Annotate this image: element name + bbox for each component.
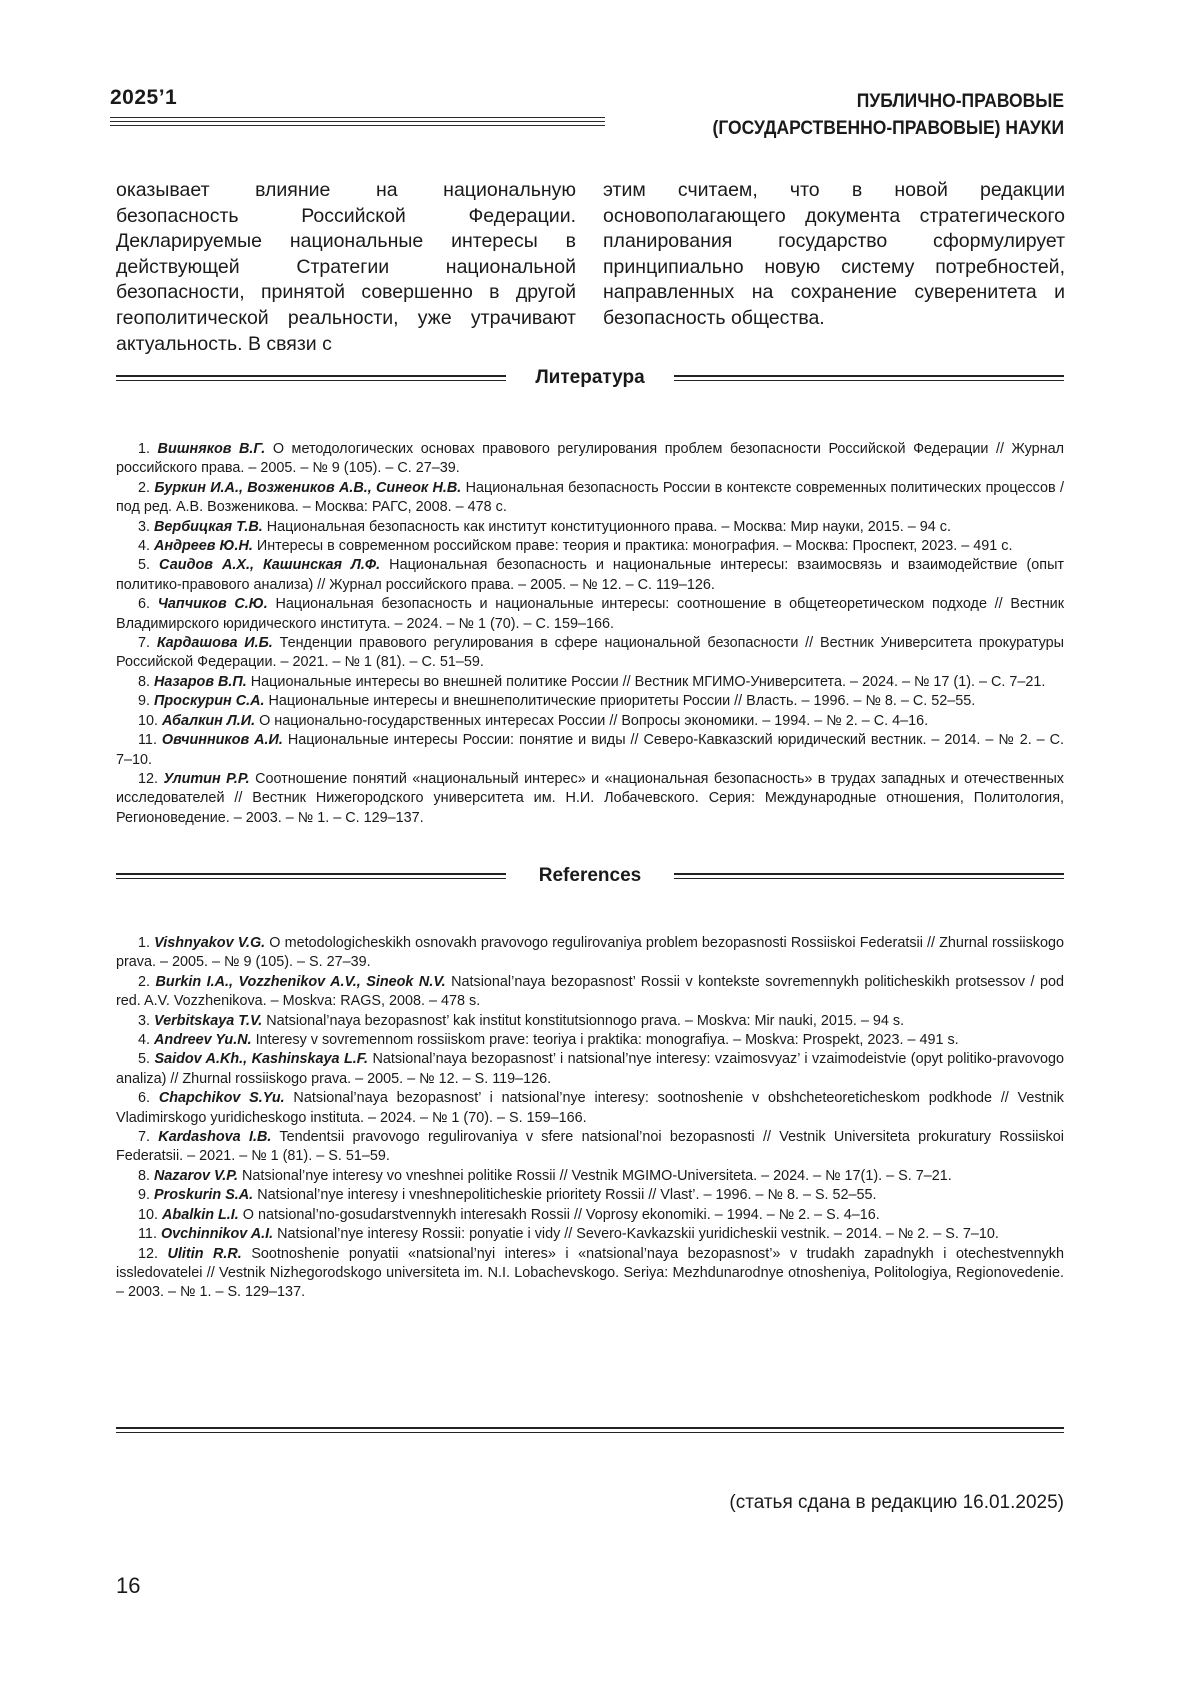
reference-text: Interesy v sovremennom rossiiskom prave: teoriya i praktika: monografiya. – Moskva: Prospekt, 2023. – 491 s. <box>255 1032 959 1049</box>
reference-item <box>116 595 1064 634</box>
reference-item <box>116 1167 1064 1186</box>
reference-number: 11. <box>138 732 157 749</box>
end-of-article-rule <box>116 1427 1064 1436</box>
section-title-line-1: ПУБЛИЧНО-ПРАВОВЫЕ <box>856 91 1064 112</box>
references-list <box>116 934 1064 1303</box>
reference-author: Ovchinnikov A.I. <box>160 1226 274 1243</box>
reference-number: 2. <box>138 479 151 496</box>
reference-text: Национальные интересы и внешнеполитические приоритеты России // Власть. – 1996. – № 8. – С. 52–55. <box>268 693 976 710</box>
reference-item <box>116 1245 1064 1303</box>
page-number: 16 <box>116 1573 141 1598</box>
reference-author: Nazarov V.P. <box>154 1167 239 1184</box>
reference-number: 6. <box>138 596 151 613</box>
reference-author: Vishnyakov V.G. <box>154 935 266 951</box>
reference-text: Natsional’naya bezopasnost’ i natsional’nye interesy: sootnoshenie v obshcheteoreticheskom podkhode // Vestnik Vladimirskogo yuridicheskogo instituta. – 2024. – № 1 (70). – S. 159–166. <box>116 1090 1064 1126</box>
reference-item <box>116 1225 1064 1244</box>
reference-text: Национальная безопасность и национальные интересы: соотношение в общетеоретическом подходе // Вестник Владимирского юридического института. – 2024. – № 1 (70). – С. 159–166. <box>116 596 1065 632</box>
reference-author: Вербицкая Т.В. <box>154 518 263 535</box>
literature-heading-title: Литература <box>535 367 645 388</box>
reference-text: Natsional’nye interesy vo vneshnei politike Rossii // Vestnik MGIMO-Universiteta. – 2024. – № 17(1). – S. 7–21. <box>242 1167 952 1184</box>
reference-number: 7. <box>138 1129 151 1146</box>
header-rule <box>110 117 605 129</box>
reference-number: 9. <box>138 1187 151 1204</box>
reference-item <box>116 731 1064 770</box>
reference-number: 3. <box>138 1012 151 1029</box>
reference-number: 12. <box>138 770 159 787</box>
section-title-line-2: (ГОСУДАРСТВЕННО-ПРАВОВЫЕ) НАУКИ <box>712 118 1064 139</box>
reference-number: 4. <box>138 538 151 555</box>
reference-number: 4. <box>138 1032 151 1049</box>
reference-number: 5. <box>138 557 151 574</box>
reference-author: Verbitskaya T.V. <box>154 1012 263 1029</box>
reference-item <box>116 634 1064 673</box>
heading-rule-right <box>674 873 1064 882</box>
reference-text: Natsional’nye interesy i vneshnepoliticheskie prioritety Rossii // Vlast’. – 1996. – № 8. – S. 52–55. <box>257 1187 877 1204</box>
reference-author: Abalkin L.I. <box>162 1206 239 1223</box>
reference-text: Соотношение понятий «национальный интерес» и «национальная безопасность» в трудах западных и отечественных исследователей // Вестник Нижегородского университета им. Н.И. Лобачевского. Серия: Международные отношения, Политология, Регионоведение. – 2003. – № 1. – С. 129–137. <box>116 770 1064 826</box>
literature-heading <box>116 367 1064 391</box>
reference-author: Буркин И.А., Возжеников А.В., Синеок Н.В. <box>154 479 462 496</box>
reference-author: Назаров В.П. <box>154 673 247 690</box>
reference-item <box>116 1206 1064 1225</box>
reference-author: Чапчиков С.Ю. <box>157 596 268 613</box>
reference-author: Саидов А.Х., Кашинская Л.Ф. <box>159 557 381 574</box>
issue-label: 2025’1 <box>110 86 178 109</box>
reference-text: Natsional’naya bezopasnost’ Rossii v kontekste sovremennykh politicheskikh protsessov / pod red. A.V. Vozzhenikova. – Moskva: RAGS, 2008. – 478 s. <box>116 973 1065 1010</box>
references-heading-title: References <box>538 865 642 886</box>
reference-text: Национальная безопасность России в контексте современных политических процессов / под ред. А.В. Возженикова. – Москва: РАГС, 2008. – 478 с. <box>116 479 1064 516</box>
reference-number: 12. <box>138 1245 159 1262</box>
reference-text: Интересы в современном российском праве: теория и практика: монография. – Москва: Проспект, 2023. – 491 с. <box>256 538 1013 555</box>
reference-item <box>116 1050 1064 1089</box>
reference-item <box>116 518 1064 537</box>
reference-number: 3. <box>138 518 151 535</box>
reference-item <box>116 934 1064 973</box>
reference-author: Улитин Р.Р. <box>163 770 250 787</box>
reference-item <box>116 1186 1064 1205</box>
reference-author: Овчинников А.И. <box>161 732 283 749</box>
reference-author: Saidov A.Kh., Kashinskaya L.F. <box>154 1051 368 1068</box>
reference-text: О национально-государственных интересах России // Вопросы экономики. – 1994. – № 2. – С. 4–16. <box>259 712 929 729</box>
reference-item <box>116 1031 1064 1050</box>
heading-rule-right <box>674 375 1064 384</box>
reference-text: Natsional’naya bezopasnost’ i natsional’nye interesy: vzaimosvyaz’ i vzaimodeistvie (opyt politiko-pravovogo analiza) // Zhurnal rossiiskogo prava. – 2005. – № 12. – S. 119–126. <box>116 1051 1065 1087</box>
reference-item <box>116 537 1064 556</box>
reference-text: Natsional’nye interesy Rossii: ponyatie i vidy // Severo-Kavkazskii yuridicheskii vestnik. – 2014. – № 2. – S. 7–10. <box>277 1226 999 1243</box>
reference-text: Natsional’naya bezopasnost’ kak institut konstitutsionnogo prava. – Moskva: Mir nauki, 2015. – 94 s. <box>266 1012 905 1029</box>
reference-number: 5. <box>138 1051 151 1068</box>
reference-item <box>116 712 1064 731</box>
reference-number: 10. <box>138 712 159 729</box>
reference-text: Tendentsii pravovogo regulirovaniya v sfere natsional’noi bezopasnosti // Vestnik Universiteta prokuratury Rossiiskoi Federatsii. – 2021. – № 1 (81). – S. 51–59. <box>116 1129 1064 1165</box>
literature-list <box>116 440 1064 828</box>
reference-author: Кардашова И.Б. <box>156 635 273 652</box>
reference-author: Абалкин Л.И. <box>162 712 256 729</box>
submission-date-note: (статья сдана в редакцию 16.01.2025) <box>729 1492 1064 1513</box>
reference-number: 7. <box>138 635 151 652</box>
reference-item <box>116 479 1064 518</box>
body-text-right-column: этим считаем, что в новой редакции основополагающего документа стратегического планирования государство сформулирует принципиально новую систему потребностей, направленных на сохранение суверенитета и безопасность общества. <box>603 179 1065 329</box>
reference-number: 1. <box>138 935 151 951</box>
reference-item <box>116 673 1064 692</box>
reference-number: 2. <box>138 973 151 990</box>
body-text-left-column: оказывает влияние на национальную безопасность Российской Федерации. Декларируемые национальные интересы в действующей Стратегии национальной безопасности, принятой совершенно в другой геополитической реальности, уже утрачивают актуальность. В связи с <box>116 179 576 355</box>
reference-author: Proskurin S.A. <box>154 1187 254 1204</box>
reference-author: Andreev Yu.N. <box>154 1032 252 1049</box>
reference-text: Национальная безопасность и национальные интересы: взаимосвязь и взаимодействие (опыт политико-правового анализа) // Журнал российского права. – 2005. – № 12. – С. 119–126. <box>116 557 1065 593</box>
reference-item <box>116 1089 1064 1128</box>
reference-author: Проскурин С.А. <box>154 693 265 710</box>
reference-author: Chapchikov S.Yu. <box>158 1090 285 1107</box>
reference-author: Вишняков В.Г. <box>157 441 266 457</box>
reference-number: 11. <box>138 1226 157 1243</box>
reference-text: Национальные интересы во внешней политике России // Вестник МГИМО-Университета. – 2024. – № 17 (1). – С. 7–21. <box>250 673 1046 690</box>
reference-author: Андреев Ю.Н. <box>154 538 253 555</box>
reference-item <box>116 556 1064 595</box>
reference-item <box>116 973 1064 1012</box>
reference-author: Burkin I.A., Vozzhenikov A.V., Sineok N.V. <box>155 973 446 990</box>
references-heading <box>116 865 1064 889</box>
reference-number: 1. <box>138 441 151 457</box>
reference-item <box>116 692 1064 711</box>
reference-number: 8. <box>138 1167 151 1184</box>
reference-number: 10. <box>138 1206 159 1223</box>
reference-item <box>116 440 1064 479</box>
reference-text: Национальная безопасность как институт конституционного права. – Москва: Мир науки, 2015. – 94 с. <box>266 518 951 535</box>
journal-section-title <box>713 88 1064 142</box>
reference-text: O metodologicheskikh osnovakh pravovogo regulirovaniya problem bezopasnosti Rossiiskoi Federatsii // Zhurnal rossiiskogo prava. – 2005. – № 9 (105). – S. 27–39. <box>116 935 1065 971</box>
reference-author: Kardashova I.B. <box>158 1129 272 1146</box>
reference-text: О методологических основах правового регулирования проблем безопасности Российской Федерации // Журнал российского права. – 2005. – № 9 (105). – С. 27–39. <box>116 441 1065 477</box>
reference-number: 8. <box>138 673 151 690</box>
reference-text: O natsional’no-gosudarstvennykh interesakh Rossii // Voprosy ekonomiki. – 1994. – № 2. – S. 4–16. <box>242 1206 880 1223</box>
reference-text: Sootnoshenie ponyatii «natsional’nyi interes» i «natsional’naya bezopasnost’» v trudakh zapadnykh i otechestvennykh issledovatelei // Vestnik Nizhegorodskogo universiteta im. N.I. Lobachevskogo. Seriya: Mezhdunarodnye otnosheniya, Politologiya, Regionovedenie. – 2003. – № 1. – S. 129–137. <box>116 1245 1064 1301</box>
reference-number: 6. <box>138 1090 151 1107</box>
reference-text: Национальные интересы России: понятие и виды // Северо-Кавказский юридический вестник. – 2014. – № 2. – С. 7–10. <box>116 732 1065 768</box>
reference-number: 9. <box>138 693 151 710</box>
reference-item <box>116 1012 1064 1031</box>
reference-item <box>116 1128 1064 1167</box>
reference-text: Тенденции правового регулирования в сфере национальной безопасности // Вестник Университета прокуратуры Российской Федерации. – 2021. – № 1 (81). – С. 51–59. <box>116 635 1064 671</box>
reference-author: Ulitin R.R. <box>167 1245 242 1262</box>
reference-item <box>116 770 1064 828</box>
